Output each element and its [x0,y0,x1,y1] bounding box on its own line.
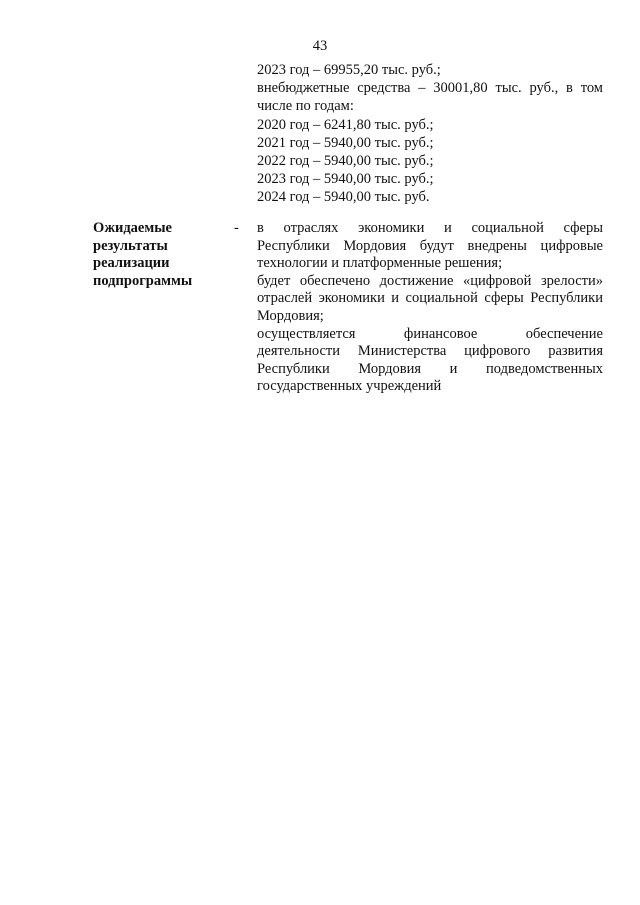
page-number: 43 [312,38,328,54]
results-label-line: Ожидаемые [93,220,172,236]
results-line: технологии и платформенные решения; [257,255,503,272]
results-line: Мордовия; [257,307,324,324]
results-line: в отраслях экономики и социальной сферы [257,220,603,236]
financing-line: внебюджетные средства – 30001,80 тыс. руб., в том [257,80,603,97]
results-label-line: результаты [93,237,168,254]
financing-line: 2023 год – 5940,00 тыс. руб.; [257,171,434,188]
results-line: отраслей экономики и социальной сферы Республики [257,290,603,307]
financing-line: 2023 год – 69955,20 тыс. руб.; [257,62,441,78]
results-line: государственных учреждений [257,378,442,395]
financing-line: 2021 год – 5940,00 тыс. руб.; [257,134,434,151]
results-dash: - [234,220,239,236]
results-line: будет обеспечено достижение «цифровой зрелости» [257,272,603,289]
financing-line: 2020 год – 6241,80 тыс. руб.; [257,116,434,133]
financing-block [257,61,603,207]
financing-line: 2024 год – 5940,00 тыс. руб. [257,189,430,206]
financing-line: 2022 год – 5940,00 тыс. руб.; [257,153,434,170]
results-line: Республики Мордовия будут внедрены цифровые [257,237,603,254]
results-label-line: реализации [93,255,170,272]
results-line: Республики Мордовия и подведомственных [257,360,603,377]
results-label [93,220,223,290]
results-block [257,220,603,396]
results-label-line: подпрограммы [93,272,193,289]
results-line: осуществляется финансовое обеспечение [257,325,603,342]
results-line: деятельности Министерства цифрового развития [257,343,603,360]
financing-line: числе по годам: [257,98,354,115]
